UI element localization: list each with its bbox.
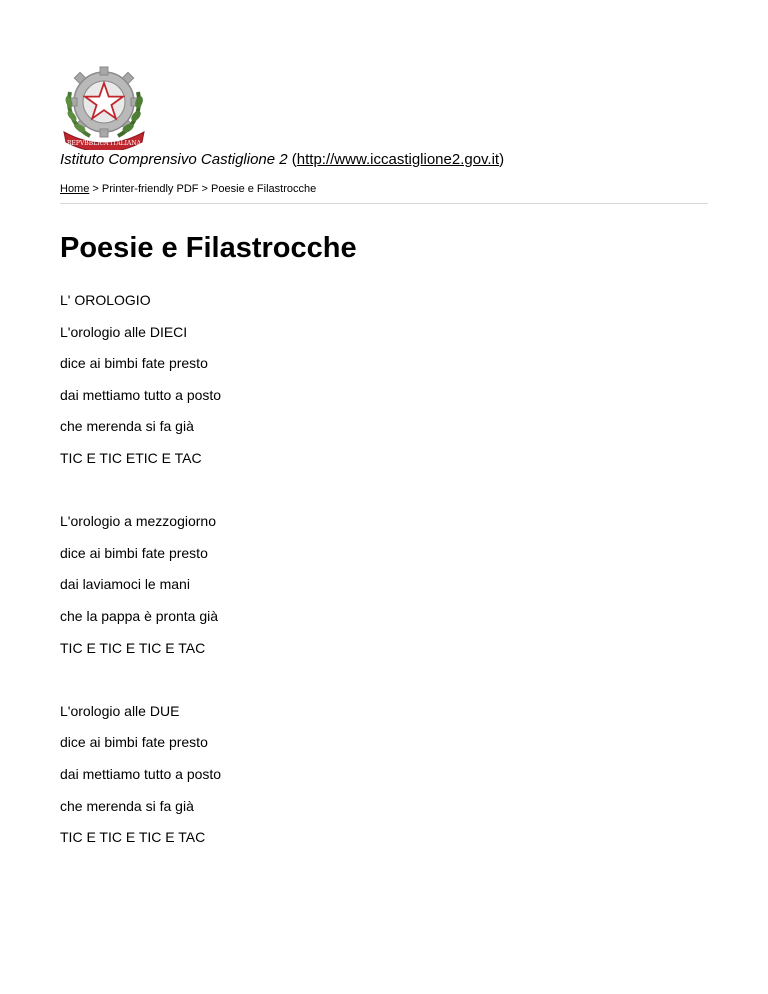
poem-line: L'orologio alle DUE [60, 702, 180, 719]
poem-line: che merenda si fa già [60, 797, 194, 814]
poem-heading: L' OROLOGIO [60, 292, 151, 308]
site-url-link[interactable]: http://www.iccastiglione2.gov.it [296, 151, 500, 168]
breadcrumb-home-link[interactable]: Home [60, 183, 90, 195]
paren-open: ( [291, 151, 297, 168]
header-divider [60, 203, 708, 204]
breadcrumb-separator: > [201, 183, 208, 195]
poem-line: dai laviamoci le mani [60, 576, 190, 593]
poem-line: TIC E TIC E TIC E TAC [60, 639, 206, 656]
poem-line: che la pappa è pronta già [60, 607, 219, 624]
page-title: Poesie e Filastrocche [60, 232, 357, 264]
stanza-gap [60, 482, 221, 514]
stanza-gap [60, 671, 221, 703]
poem-line: dice ai bimbi fate presto [60, 355, 208, 372]
poem-line: che merenda si fa già [60, 418, 194, 435]
paren-close: ) [499, 151, 505, 168]
breadcrumb [60, 182, 316, 196]
breadcrumb-current: Poesie e Filastrocche [211, 183, 317, 195]
emblem-icon [60, 62, 148, 150]
breadcrumb-separator: > [92, 183, 99, 195]
site-name: Istituto Comprensivo Castiglione 2 [60, 151, 288, 168]
emblem-ribbon-text: REPVBBLICA ITALIANA [67, 140, 141, 147]
italian-republic-emblem [60, 62, 148, 150]
poem-line: TIC E TIC E TIC E TAC [60, 829, 206, 846]
poem-line: L'orologio a mezzogiorno [60, 513, 216, 530]
poem-line: L'orologio alle DIECI [60, 323, 188, 340]
breadcrumb-printer-friendly: Printer-friendly PDF [101, 183, 199, 195]
poem-line: dice ai bimbi fate presto [60, 734, 208, 751]
site-info-line [60, 151, 504, 169]
poem-body [60, 292, 221, 861]
poem-line: dai mettiamo tutto a posto [60, 386, 222, 403]
poem-line: dai mettiamo tutto a posto [60, 765, 222, 782]
poem-line: TIC E TIC ETIC E TAC [60, 449, 202, 466]
poem-line: dice ai bimbi fate presto [60, 544, 208, 561]
